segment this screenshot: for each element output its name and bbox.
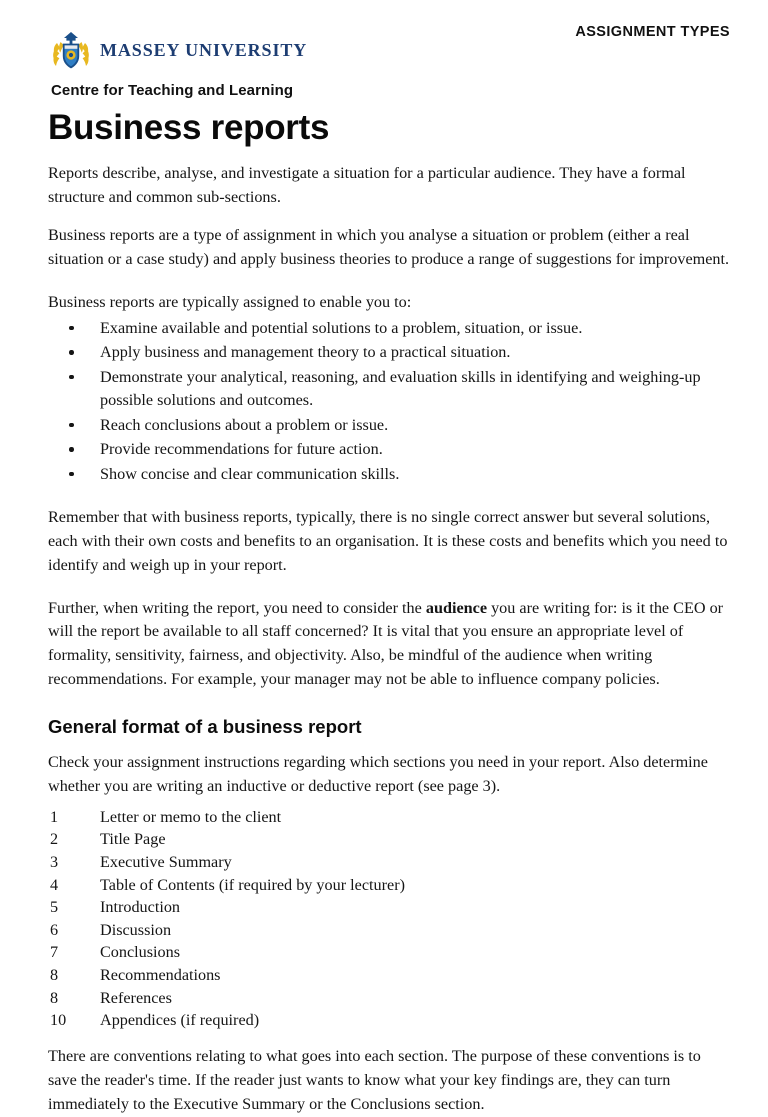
list-item — [48, 964, 730, 987]
list-item-label: Introduction — [100, 898, 181, 917]
brand-lockup — [51, 29, 307, 71]
closing-paragraph: There are conventions relating to what goes into each section. The purpose of these conventions is to save the reader's time. If the reader just wants to know what your key findings are, they can turn immediately to the Executive Summary or the Conclusions section. — [48, 1047, 701, 1114]
list-item-number: 8 — [50, 965, 59, 984]
list-item-number: 1 — [50, 807, 59, 826]
list-item — [48, 806, 730, 829]
section-heading-general-format: General format of a business report — [48, 715, 362, 737]
list-item-number: 2 — [50, 830, 59, 849]
list-item-number: 6 — [50, 920, 59, 939]
intro-paragraph-2: Business reports are a type of assignment in which you analyse a situation or problem (either a real situation or a case study) and apply business theories to produce a range of suggestions for improvement. — [48, 226, 730, 269]
list-item: Demonstrate your analytical, reasoning, and evaluation skills in identifying and weighing-up possible solutions and outcomes. — [48, 366, 730, 413]
list-item — [48, 919, 730, 942]
list-item-label: Discussion — [100, 920, 172, 939]
list-item-label: Recommendations — [100, 965, 221, 984]
list-item: Examine available and potential solutions to a problem, situation, or issue. — [48, 317, 730, 340]
brand-name: MASSEY UNIVERSITY — [100, 39, 308, 60]
audience-emphasis: audience — [425, 598, 488, 617]
document-kicker: ASSIGNMENT TYPES — [575, 24, 730, 40]
list-item — [48, 873, 730, 896]
list-item-number: 7 — [50, 943, 59, 962]
format-intro-paragraph: Check your assignment instructions regarding which sections you need in your report. Also determine whether you are writing an inductive or deductive report (see page 3). — [48, 753, 708, 795]
list-item-number: 10 — [50, 1011, 67, 1030]
list-item — [48, 828, 730, 851]
list-item-number: 8 — [50, 988, 59, 1007]
page-title: Business reports — [48, 108, 330, 147]
intro-paragraph-1: Reports describe, analyse, and investigate a situation for a particular audience. They have a formal structure and common sub-sections. — [48, 163, 686, 206]
list-item-label: Title Page — [100, 830, 166, 849]
list-item-label: Letter or memo to the client — [100, 807, 282, 826]
list-item — [48, 896, 730, 919]
list-item — [48, 851, 730, 874]
purpose-bullet-list — [48, 315, 730, 486]
list-item: Show concise and clear communication skills. — [48, 463, 730, 486]
list-item-number: 3 — [50, 853, 59, 872]
list-item — [48, 1009, 730, 1032]
list-item-label: Conclusions — [100, 943, 181, 962]
document-header — [48, 0, 730, 99]
list-item: Reach conclusions about a problem or issue. — [48, 414, 730, 437]
report-format-numbered-list — [48, 799, 730, 1032]
list-item-label: References — [100, 988, 172, 1007]
audience-text-after: you are writing for: is it the CEO or will the report be available to all staff concerned? It is vital that you ensure an appropriate level of formality, sensitivity, fairness, and objectivity. Also, be mindful of the audience when writing recommendations. For example, your manager may not be able to influence company policies. — [48, 598, 724, 689]
list-item-label: Executive Summary — [100, 853, 232, 872]
remember-paragraph: Remember that with business reports, typically, there is no single correct answer but several solutions, each with their own costs and benefits to an organisation. It is these costs and benefits which you need to identify and weigh up in your report. — [48, 508, 728, 574]
audience-paragraph — [48, 578, 730, 692]
list-item — [48, 941, 730, 964]
purpose-lead-in: Business reports are typically assigned to enable you to: — [48, 293, 412, 311]
list-item — [48, 986, 730, 1009]
list-item: Apply business and management theory to a practical situation. — [48, 341, 730, 364]
list-item-label: Table of Contents (if required by your lecturer) — [100, 875, 405, 894]
audience-text-before: Further, when writing the report, you need to consider the — [48, 598, 426, 617]
list-item-label: Appendices (if required) — [100, 1011, 260, 1030]
massey-university-crest-icon — [51, 29, 91, 71]
list-item: Provide recommendations for future action. — [48, 438, 730, 461]
list-item-number: 4 — [50, 875, 59, 894]
brand-subtitle: Centre for Teaching and Learning — [51, 82, 294, 99]
list-item-number: 5 — [50, 898, 59, 917]
